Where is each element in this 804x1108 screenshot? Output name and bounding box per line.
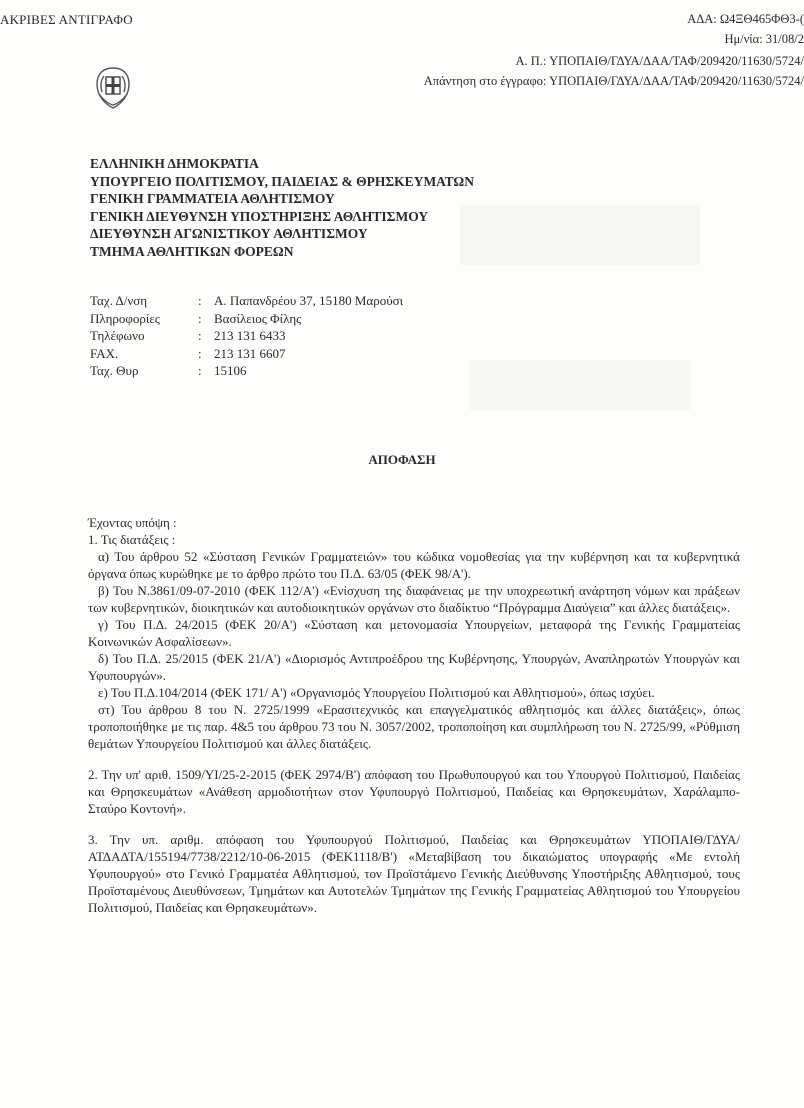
contact-value: Βασίλειος Φίλης <box>214 310 302 326</box>
contact-details <box>90 292 403 380</box>
recital-1: 1. Τις διατάξεις : <box>88 532 176 547</box>
protocol-number: Α. Π.: ΥΠΟΠΑΙΘ/ΓΔΥΑ/ΔΑΑ/ΤΑΦ/209420/11630/5724/ <box>515 54 804 68</box>
provision-st: στ) Του άρθρου 8 του Ν. 2725/1999 «Ερασιτεχνικός και επαγγελματικός αθλητισμός και άλλες διατάξεις», όπως τροποποιήθηκε με τις παρ. 4&5 του άρθρου 73 του Ν. 3057/2002, τροποποίηση και συμπλήρωση του Ν. 2725/99, «Ρύθμιση θεμάτων Υπουργείου Πολιτισμού και άλλες διατάξεις. <box>88 702 740 751</box>
contact-label: Ταχ. Θυρ <box>90 363 139 378</box>
contact-value: 15106 <box>214 363 247 378</box>
contact-value: Α. Παπανδρέου 37, 15180 Μαρούσι <box>214 293 404 308</box>
greek-coat-of-arms-emblem <box>89 64 137 112</box>
header-line: ΤΜΗΜΑ ΑΘΛΗΤΙΚΩΝ ΦΟΡΕΩΝ <box>90 243 294 259</box>
provision-e: ε) Του Π.Δ.104/2014 (ΦΕΚ 171/ Α') «Οργανισμός Υπουργείου Πολιτισμού και Αθλητισμού», όπως ισχύει. <box>98 685 655 700</box>
decision-title: ΑΠΟΦΑΣΗ <box>368 452 436 467</box>
considering-intro: Έχοντας υπόψη : <box>88 515 177 530</box>
contact-row: Ταχ. Θυρ : 15106 <box>90 363 247 378</box>
contact-row: Τηλέφωνο : 213 131 6433 <box>90 328 286 343</box>
ada-code: ΑΔΑ: Ω4ΞΘ465ΦΘ3-( <box>687 12 804 26</box>
contact-row: FAX. : 213 131 6607 <box>90 345 286 361</box>
document-date: Ημ/νία: 31/08/2 <box>724 32 804 46</box>
contact-row: Ταχ. Δ/νση : Α. Παπανδρέου 37, 15180 Μαρούσι <box>90 293 404 308</box>
provision-c: γ) Του Π.Δ. 24/2015 (ΦΕΚ 20/Α') «Σύσταση και μετονομασία Υπουργείων, μεταφορά της Γενικής Γραμματείας Κοινωνικών Ασφαλίσεων». <box>88 617 740 649</box>
contact-label: Τηλέφωνο <box>90 328 145 343</box>
provision-a: α) Του άρθρου 52 «Σύσταση Γενικών Γραμματειών» του κώδικα νομοθεσίας για την κυβέρνηση και τα κυβερνητικά όργανα όπως κυρώθηκε με το άρθρο πρώτο του Π.Δ. 63/05 (ΦΕΚ 98/Α'). <box>88 549 740 581</box>
provision-b: β) Του Ν.3861/09-07-2010 (ΦΕΚ 112/Α') «Ενίσχυση της διαφάνειας με την υποχρεωτική ανάρτηση νόμων και πράξεων των κυβερνητικών, διοικητικών και αυτοδιοικητικών οργάνων στο διαδίκτυο “Πρόγραμμα Διαύγεια” και άλλες διατάξεις». <box>88 583 740 615</box>
contact-label: Πληροφορίες <box>90 310 160 326</box>
certified-copy-label: ΑΚΡΙΒΕΣ ΑΝΤΙΓΡΑΦΟ <box>0 12 133 27</box>
header-line: ΓΕΝΙΚΗ ΔΙΕΥΘΥΝΣΗ ΥΠΟΣΤΗΡΙΞΗΣ ΑΘΛΗΤΙΣΜΟΥ <box>90 208 429 224</box>
reply-reference: Απάντηση στο έγγραφο: ΥΠΟΠΑΙΘ/ΓΔΥΑ/ΔΑΑ/ΤΑΦ/209420/11630/5724/ <box>423 74 804 88</box>
bleed-through <box>470 360 690 410</box>
header-line: ΔΙΕΥΘΥΝΣΗ ΑΓΩΝΙΣΤΙΚΟΥ ΑΘΛΗΤΙΣΜΟΥ <box>90 226 368 242</box>
contact-value: 213 131 6433 <box>214 328 286 343</box>
header-line: ΥΠΟΥΡΓΕΙΟ ΠΟΛΙΤΙΣΜΟΥ, ΠΑΙΔΕΙΑΣ & ΘΡΗΣΚΕΥΜΑΤΩΝ <box>90 173 474 189</box>
issuing-authority-header <box>90 155 474 261</box>
contact-label: Ταχ. Δ/νση <box>90 293 148 308</box>
header-line: ΓΕΝΙΚΗ ΓΡΑΜΜΑΤΕΙΑ ΑΘΛΗΤΙΣΜΟΥ <box>90 191 335 207</box>
recital-2: 2. Την υπ' αριθ. 1509/ΥΙ/25-2-2015 (ΦΕΚ 2974/Β') απόφαση του Πρωθυπουργού και του Υπουργού Πολιτισμού, Παιδείας και Θρησκευμάτων «Ανάθεση αρμοδιοτήτων στον Υφυπουργό Πολιτισμού, Παιδείας και Θρησκευμάτων, Χαράλαμπο-Σταύρο Κοντονή». <box>88 767 740 816</box>
decision-body <box>88 514 740 916</box>
contact-value: 213 131 6607 <box>214 345 286 361</box>
contact-row: Πληροφορίες : Βασίλειος Φίλης <box>90 310 302 326</box>
contact-label: FAX. <box>90 345 119 361</box>
provision-d: δ) Του Π.Δ. 25/2015 (ΦΕΚ 21/Α') «Διορισμός Αντιπροέδρου της Κυβέρνησης, Υπουργών, Αναπληρωτών Υπουργών και Υφυπουργών». <box>88 651 740 683</box>
bleed-through <box>460 205 700 265</box>
recital-3: 3. Την υπ. αριθμ. απόφαση του Υφυπουργού Πολιτισμού, Παιδείας και Θρησκευμάτων ΥΠΟΠΑΙΘ/ΓΔΥΑ/ΑΤΔΑΔΤΑ/155194/7738/2212/10-06-2015 (ΦΕΚ1118/Β') «Μεταβίβαση του δικαιώματος υπογραφής «Με εντολή Υφυπουργού» στο Γενικό Γραμματέα Αθλητισμού, τον Προϊστάμενο Γενικής Διεύθυνσης Υποστήριξης Αθλητισμού, τους Προϊσταμένους Διευθύνσεων, Τμημάτων και Αυτοτελών Τμημάτων της Γενικής Γραμματείας Αθλητισμού του Υπουργείου Πολιτισμού, Παιδείας και Θρησκευμάτων». <box>88 832 740 915</box>
header-line: ΕΛΛΗΝΙΚΗ ΔΗΜΟΚΡΑΤΙΑ <box>90 156 259 171</box>
